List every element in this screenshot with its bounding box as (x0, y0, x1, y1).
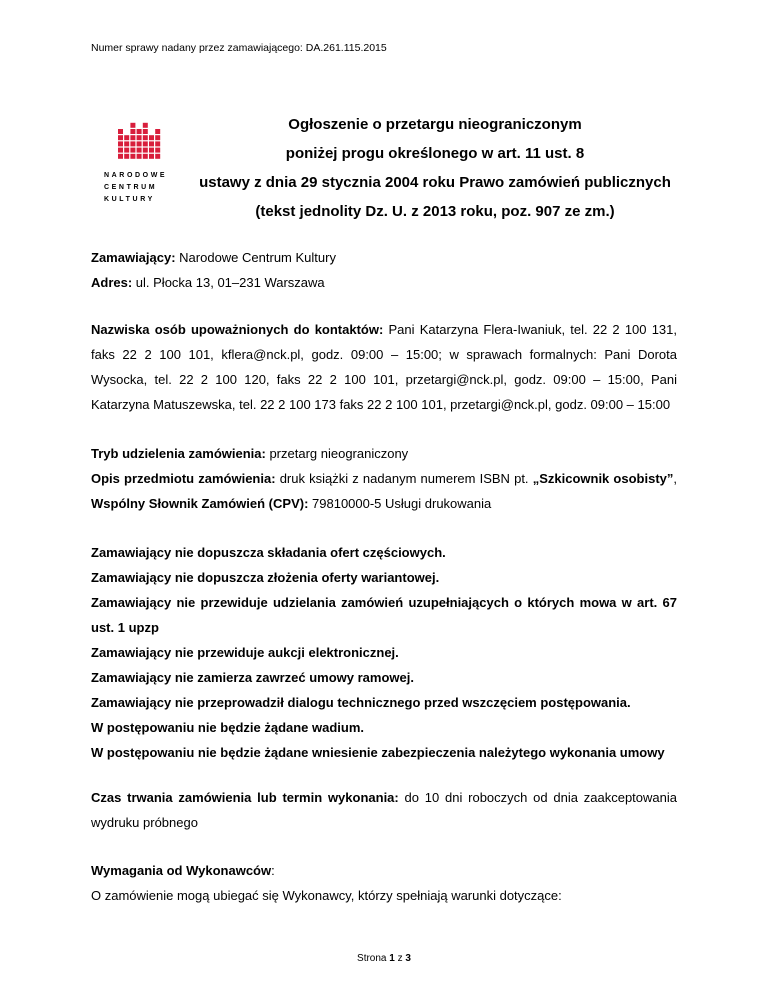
requirements-text: O zamówienie mogą ubiegać się Wykonawcy, którzy spełniają warunki dotyczące: (91, 888, 562, 903)
statements-section (91, 540, 677, 765)
contracting-authority: Zamawiający: Narodowe Centrum Kultury (91, 250, 336, 265)
case-number: Numer sprawy nadany przez zamawiającego: DA.261.115.2015 (91, 42, 387, 54)
procedure-mode: Tryb udzielenia zamówienia: przetarg nieograniczony (91, 446, 409, 461)
statement-6: Zamawiający nie przeprowadził dialogu technicznego przed wszczęciem postępowania. (91, 695, 631, 710)
requirements-heading: Wymagania od Wykonawców: (91, 863, 275, 878)
statement-7: W postępowaniu nie będzie żądane wadium. (91, 720, 365, 735)
title-line-3: ustawy z dnia 29 stycznia 2004 roku Prawo zamówień publicznych (199, 174, 671, 191)
statement-5: Zamawiający nie zamierza zawrzeć umowy ramowej. (91, 670, 414, 685)
title-line-1: Ogłoszenie o przetargu nieograniczonym (288, 116, 582, 133)
page-footer: Strona 1 z 3 (357, 953, 411, 964)
logo-line-3: KULTURY (104, 196, 155, 203)
contacts-paragraph: Nazwiska osób upoważnionych do kontaktów: Pani Katarzyna Flera-Iwaniuk, tel. 22 2 100 131, faks 22 2 100 101, kflera@nck.pl, godz. 09:00 – 15:00; w sprawach formalnych: Pani Dorota Wysocka, tel. 22 2 100 120, faks 22 2 100 101, przetargi@nck.pl, godz. 09:00 – 15:00, Pani Katarzyna Matuszewska, tel. 22 2 100 173 faks 22 2 100 101, przetargi@nck.pl, godz. 09:00 – 15:00 (91, 322, 677, 412)
procedure-section (91, 441, 677, 516)
logo-line-2: CENTRUM (104, 184, 158, 191)
statement-3: Zamawiający nie przewiduje udzielania zamówień uzupełniających o których mowa w art. 67 ust. 1 upzp (91, 595, 677, 635)
procedure-description: Opis przedmiotu zamówienia: druk książki z nadanym numerem ISBN pt. „Szkicownik osobisty”, Wspólny Słownik Zamówień (CPV): 79810000-5 Usługi drukowania (91, 471, 678, 511)
document-title (190, 110, 680, 226)
contacts-section (91, 317, 677, 417)
title-line-2: poniżej progu określonego w art. 11 ust. 8 (285, 145, 585, 162)
contracting-address: Adres: ul. Płocka 13, 01–231 Warszawa (91, 275, 325, 290)
statement-4: Zamawiający nie przewiduje aukcji elektronicznej. (91, 645, 399, 660)
statement-8: W postępowaniu nie będzie żądane wniesienie zabezpieczenia należytego wykonania umowy (91, 745, 665, 760)
duration-section (91, 785, 677, 835)
nck-logo (104, 122, 174, 206)
statement-2: Zamawiający nie dopuszcza złożenia oferty wariantowej. (91, 570, 440, 585)
title-line-4: (tekst jednolity Dz. U. z 2013 roku, poz. 907 ze zm.) (255, 203, 615, 220)
requirements-section (91, 858, 677, 908)
statement-1: Zamawiający nie dopuszcza składania ofert częściowych. (91, 545, 446, 560)
duration-paragraph: Czas trwania zamówienia lub termin wykonania: do 10 dni roboczych od dnia zaakceptowania wydruku próbnego (91, 790, 677, 830)
contracting-section (91, 245, 677, 295)
logo-line-1: NARODOWE (104, 172, 168, 179)
crown-icon (118, 122, 162, 160)
